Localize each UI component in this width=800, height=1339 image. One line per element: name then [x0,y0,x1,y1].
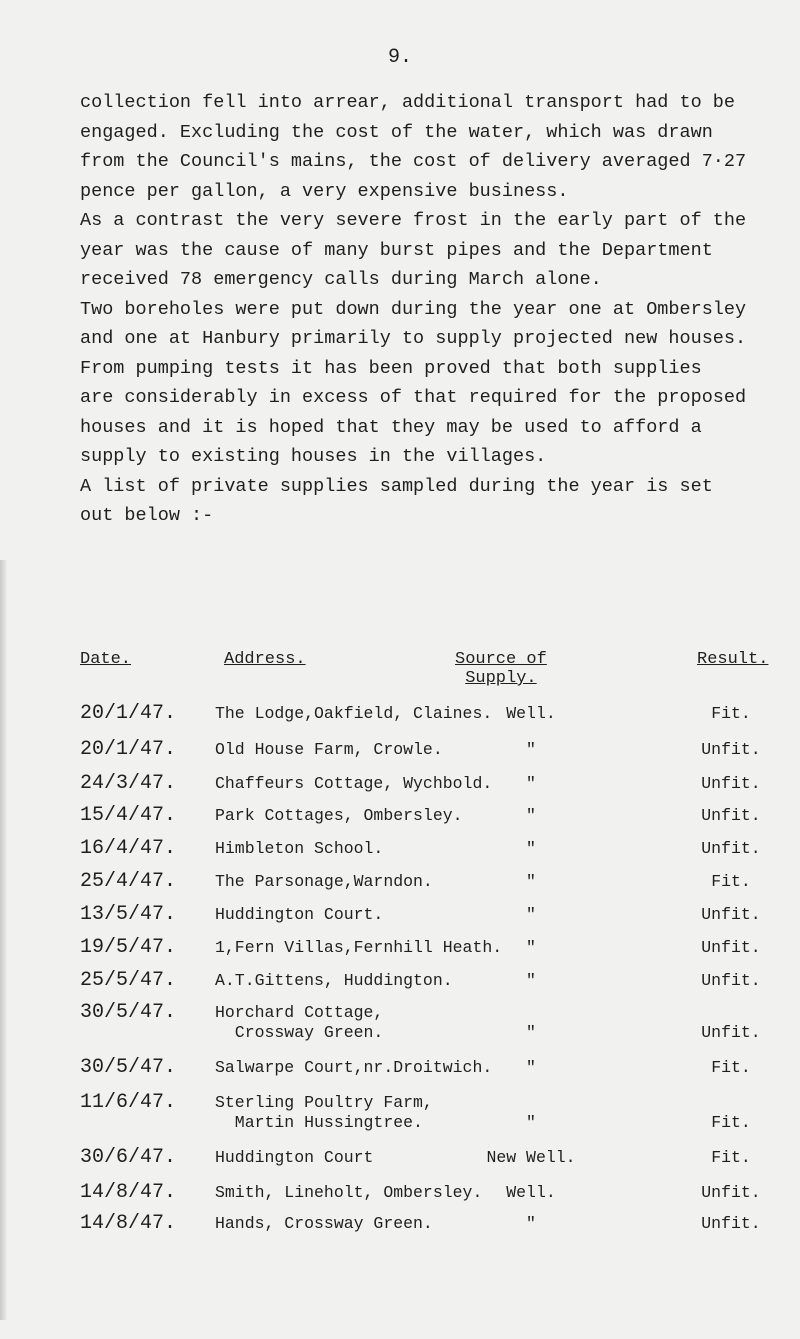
cell-source: " [526,971,536,990]
cell-result: Fit. [711,1113,751,1132]
cell-result: Unfit. [701,1183,761,1202]
cell-source: " [526,905,536,924]
cell-result: Unfit. [701,971,761,990]
cell-address [215,806,463,826]
cell-source: " [526,740,536,759]
paragraph-4 [80,472,780,531]
cell-date: 19/5/47. [80,936,177,959]
cell-address [215,1058,492,1078]
cell-date: 25/4/47. [80,870,177,893]
cell-date: 20/1/47. [80,702,177,725]
cell-source: " [526,806,536,825]
address-line: The Lodge,Oakfield, Claines. [215,704,493,723]
text-line: year was the cause of many burst pipes and the Department [80,239,713,261]
address-line: Old House Farm, Crowle. [215,740,443,759]
header-address: Address. [224,650,306,669]
text-line: supply to existing houses in the villages. [80,446,547,467]
cell-date: 30/6/47. [80,1146,177,1169]
page-number: 9. [387,46,412,69]
cell-address [215,704,492,724]
text-line: pence per gallon, a very expensive business. [80,180,569,202]
address-line: Hands, Crossway Green. [215,1214,433,1233]
cell-result: Fit. [711,872,751,891]
cell-date: 16/4/47. [80,837,177,860]
text-line: from the Council's mains, the cost of delivery averaged 7·27 [80,151,747,172]
cell-result: Unfit. [701,938,761,957]
address-line: Himbleton School. [215,839,384,858]
paragraph-2 [80,206,780,295]
cell-date: 30/5/47. [80,1001,177,1024]
paragraph-3 [80,295,780,472]
cell-address [215,1183,482,1203]
text-line: A list of private supplies sampled during the year is set [80,475,713,497]
text-line: are considerably in excess of that required for the proposed [80,387,747,408]
address-line: The Parsonage,Warndon. [215,872,433,891]
header-source-line1: Source of [455,650,547,669]
cell-source: " [526,1023,536,1042]
cell-date: 13/5/47. [80,903,177,926]
text-line: As a contrast the very severe frost in the early part of the [80,210,747,231]
cell-address [215,839,383,859]
cell-source: " [526,774,536,793]
header-source [455,650,547,688]
paragraph-1 [80,88,780,206]
header-source-line2: Supply. [465,669,537,688]
text-line: From pumping tests it has been proved that both supplies [80,357,702,379]
cell-source: " [526,938,536,957]
cell-address [215,971,453,991]
text-line: collection fell into arrear, additional transport had to be [80,92,736,113]
cell-date: 14/8/47. [80,1212,177,1235]
cell-source: " [526,1113,536,1132]
cell-source: " [526,1058,536,1077]
cell-result: Unfit. [701,1214,761,1233]
address-line: Salwarpe Court,nr.Droitwich. [215,1058,493,1077]
address-line: Chaffeurs Cottage, Wychbold. [215,774,493,793]
cell-address [215,740,443,760]
cell-source: Well. [506,704,556,723]
cell-address [215,905,383,925]
text-line: Two boreholes were put down during the year one at Ombersley [80,298,747,320]
text-line: received 78 emergency calls during March alone. [80,269,602,290]
cell-result: Fit. [711,1058,751,1077]
cell-result: Unfit. [701,774,761,793]
cell-date: 30/5/47. [80,1056,177,1079]
text-line: and one at Hanbury primarily to supply projected new houses. [80,328,747,349]
cell-source: " [526,839,536,858]
cell-address [215,774,492,794]
cell-result: Fit. [711,1148,751,1167]
address-line: Horchard Cottage, [215,1003,384,1022]
cell-result: Unfit. [701,839,761,858]
address-line: Sterling Poultry Farm, [215,1093,433,1112]
address-line: Martin Hussingtree. [215,1113,423,1132]
cell-source: " [526,872,536,891]
address-line: Huddington Court [215,1148,374,1167]
cell-result: Unfit. [701,806,761,825]
cell-date: 24/3/47. [80,772,177,795]
cell-address [215,938,502,958]
cell-address [215,1214,433,1234]
cell-address [215,1093,433,1133]
address-line: A.T.Gittens, Huddington. [215,971,453,990]
header-date: Date. [80,650,132,669]
page-edge-shadow [0,560,7,1320]
cell-result: Unfit. [701,740,761,759]
cell-source: Well. [506,1183,556,1202]
cell-date: 25/5/47. [80,969,177,992]
address-line: Park Cottages, Ombersley. [215,806,463,825]
cell-date: 11/6/47. [80,1091,177,1114]
address-line: Huddington Court. [215,905,384,924]
cell-address [215,1148,373,1168]
cell-result: Unfit. [701,1023,761,1042]
cell-address [215,1003,383,1043]
text-line: out below :- [80,505,214,526]
cell-date: 15/4/47. [80,804,177,827]
address-line: Crossway Green. [215,1023,384,1042]
cell-date: 20/1/47. [80,738,177,761]
cell-result: Fit. [711,704,751,723]
address-line: 1,Fern Villas,Fernhill Heath. [215,938,503,957]
header-result: Result. [697,650,769,669]
text-line: engaged. Excluding the cost of the water, which was drawn [80,121,713,143]
address-line: Smith, Lineholt, Ombersley. [215,1183,483,1202]
cell-date: 14/8/47. [80,1181,177,1204]
cell-result: Unfit. [701,905,761,924]
cell-address [215,872,433,892]
cell-source: New Well. [486,1148,576,1167]
text-line: houses and it is hoped that they may be used to afford a [80,416,702,438]
cell-source: " [526,1214,536,1233]
